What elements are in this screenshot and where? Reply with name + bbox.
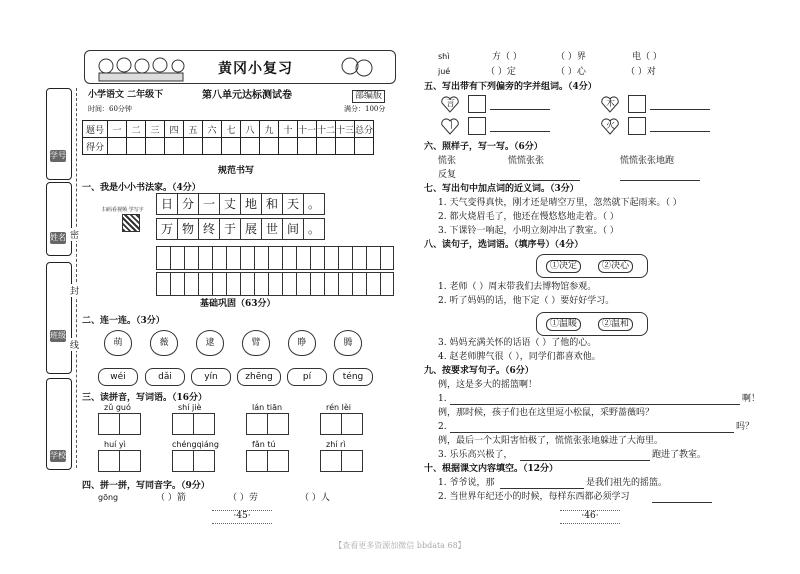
q10-item: 是我们祖先的摇篮。 — [586, 478, 668, 488]
q8-item: 3. 妈妈充满关怀的话语（ ）了他的心。 — [438, 338, 597, 348]
score-input-cell[interactable] — [222, 138, 241, 155]
pinyin-pill: dǎi — [145, 368, 185, 386]
calligraphy-char: 日 — [156, 193, 178, 215]
score-input-cell[interactable] — [355, 138, 374, 155]
question-9-title: 九、按要求写句子。（6分） — [424, 366, 534, 376]
footer-watermark: 【查看更多资源加微信 bbdata 68】 — [334, 541, 466, 550]
seal-mi: 密 — [70, 228, 79, 241]
radical-answer-box[interactable] — [468, 95, 486, 113]
q7-item: 1. 天气变得真快，刚才还是晴空万里，忽然就下起雨来。（ ） — [438, 198, 682, 208]
score-header-cell: 二 — [127, 121, 146, 138]
q4-blank[interactable]: （ ）劳 — [228, 493, 258, 503]
q9-answer-line[interactable] — [520, 460, 650, 461]
radical-answer-line[interactable] — [650, 131, 710, 132]
qr-caption: 扫码看视频 学写字 — [102, 207, 144, 213]
score-header-cell: 十一 — [298, 121, 317, 138]
q10-answer-line[interactable] — [500, 488, 584, 489]
name-box — [46, 182, 72, 256]
q9-answer-line[interactable] — [450, 404, 740, 405]
brand-logo: 黄冈小复习 — [218, 61, 293, 77]
q4-blank[interactable]: （ ）箭 — [156, 493, 186, 503]
q9-ending: 跑进了教室。 — [652, 450, 707, 460]
course-name: 小学语文 二年级下 — [88, 90, 164, 100]
fill-blank[interactable]: （ ）心 — [556, 67, 586, 77]
page-number-left: ·45· — [233, 511, 251, 521]
score-header-cell: 一 — [108, 121, 127, 138]
section-basic-title: 基础巩固（63分） — [200, 299, 276, 309]
pinyin-word: huí yì — [104, 440, 126, 449]
calligraphy-char: 物 — [177, 218, 199, 240]
calligraphy-char: 地 — [240, 193, 262, 215]
answer-boxes[interactable] — [172, 413, 214, 435]
q4-pinyin: gōng — [98, 493, 119, 502]
calligraphy-char: 。 — [303, 193, 325, 215]
class-box — [46, 262, 72, 374]
q6-example-word: 慌慌张张 — [508, 156, 545, 166]
answer-boxes[interactable] — [172, 450, 214, 472]
calligraphy-char: 。 — [303, 218, 325, 240]
question-2-title: 二、连一连。（3分） — [82, 316, 165, 326]
score-header-cell: 五 — [184, 121, 203, 138]
score-header-cell: 十 — [279, 121, 298, 138]
score-input-cell[interactable] — [260, 138, 279, 155]
practice-grid-1[interactable] — [156, 246, 394, 270]
school-label: 学校 — [50, 451, 66, 460]
shi-pinyin: shì — [438, 52, 450, 61]
answer-boxes[interactable] — [320, 450, 362, 472]
score-input-cell[interactable] — [298, 138, 317, 155]
calligraphy-char: 万 — [156, 218, 178, 240]
q9-num: 2. — [438, 422, 447, 432]
q9-ending: 吗？ — [736, 422, 755, 432]
q10-item: 1. 爷爷说，那 — [438, 478, 495, 488]
score-header-cell: 四 — [165, 121, 184, 138]
radical-answer-box[interactable] — [628, 95, 646, 113]
pinyin-word: chéngqiáng — [172, 440, 219, 449]
score-header-cell: 十三 — [336, 121, 355, 138]
calligraphy-char: 展 — [240, 218, 262, 240]
q9-example: 例，最后一个太阳害怕极了，慌慌张张地躲进了大海里。 — [438, 436, 664, 446]
score-header-cell: 九 — [260, 121, 279, 138]
score-input-cell[interactable] — [336, 138, 355, 155]
fill-blank[interactable]: 电（ ） — [632, 52, 662, 62]
score-table — [82, 120, 374, 155]
calligraphy-char: 丈 — [219, 193, 241, 215]
q8-item: 1. 老师（ ）周末带我们去博物馆参观。 — [438, 282, 597, 292]
calligraphy-char: 分 — [177, 193, 199, 215]
radical-answer-box[interactable] — [468, 117, 486, 135]
q8-item: 4. 赵老师脾气很（ ），同学们都喜欢他。 — [438, 352, 601, 362]
pinyin-pill: zhēng — [237, 368, 281, 386]
pinyin-pill: yín — [191, 368, 231, 386]
time-limit: 时间：60分钟 — [88, 105, 132, 113]
radical-answer-line[interactable] — [650, 109, 710, 110]
q7-item: 3. 下课铃一响起，小明立刻冲出了教室。（ ） — [438, 226, 619, 236]
score-row-label: 得分 — [83, 138, 108, 155]
apple-char: 逮 — [196, 330, 224, 356]
score-input-cell[interactable] — [184, 138, 203, 155]
question-6-title: 六、照样子，写一写。（6分） — [424, 142, 543, 152]
binding-line — [76, 88, 77, 468]
score-header-cell: 三 — [146, 121, 165, 138]
q8-option: ②温和 — [598, 318, 633, 331]
q7-item: 2. 都火烧眉毛了，他还在慢悠悠地走着。（ ） — [438, 212, 619, 222]
question-5-title: 五、写出带有下列偏旁的字并组词。（4分） — [424, 82, 597, 92]
score-input-cell[interactable] — [317, 138, 336, 155]
exam-title: 第八单元达标测试卷 — [202, 90, 292, 101]
q8-option: ②决心 — [598, 260, 633, 273]
question-10-title: 十、根据课文内容填空。（12分） — [424, 464, 559, 474]
score-header-cell: 六 — [203, 121, 222, 138]
question-1-title: 一、我是小小书法家。（4分） — [82, 183, 201, 193]
q6-example-word: 慌张 — [438, 156, 457, 166]
answer-boxes[interactable] — [246, 413, 288, 435]
score-input-cell[interactable] — [241, 138, 260, 155]
score-input-cell[interactable] — [165, 138, 184, 155]
score-header-cell: 七 — [222, 121, 241, 138]
practice-grid-2[interactable] — [156, 272, 394, 296]
score-header-cell: 八 — [241, 121, 260, 138]
fill-blank[interactable]: （ ）界 — [556, 52, 586, 62]
pinyin-word: fǎn tú — [252, 440, 276, 449]
section-writing-title: 规范书写 — [218, 166, 255, 176]
name-label: 姓名 — [50, 233, 66, 242]
fill-blank[interactable]: （ ）定 — [486, 67, 516, 77]
score-header-cell: 十二 — [317, 121, 336, 138]
fill-blank[interactable]: （ ）对 — [626, 67, 656, 77]
q9-ending: 啊！ — [742, 394, 761, 404]
kids-illustration — [96, 56, 186, 82]
answer-boxes[interactable] — [98, 450, 140, 472]
q9-num: 1. — [438, 394, 447, 404]
apple-char: 臂 — [242, 330, 270, 356]
q6-second-word: 反复 — [438, 170, 457, 180]
q9-example: 例，那时候，孩子们也在这里逗小松鼠，采野蔷薇吗？ — [438, 408, 655, 418]
pinyin-pill: téng — [333, 368, 373, 386]
score-input-cell[interactable] — [146, 138, 165, 155]
balloon-icon — [338, 56, 378, 86]
heart-radical-char: 木 — [606, 99, 616, 109]
q6-example-word: 慌慌张张地跑 — [620, 156, 675, 166]
calligraphy-char: 世 — [261, 218, 283, 240]
calligraphy-row-1 — [156, 193, 324, 215]
calligraphy-char: 天 — [282, 193, 304, 215]
fill-blank[interactable]: 方（ ） — [492, 52, 522, 62]
score-input-cell[interactable] — [108, 138, 127, 155]
question-8-title: 八、读句子，选词语。（填序号）（4分） — [424, 240, 584, 250]
question-7-title: 七、写出句中加点词的近义词。（3分） — [424, 184, 579, 194]
answer-boxes[interactable] — [98, 413, 140, 435]
q6-answer-line[interactable] — [620, 180, 700, 181]
qr-code-icon — [122, 214, 140, 232]
score-input-cell[interactable] — [127, 138, 146, 155]
heart-radical-char: 火 — [606, 121, 616, 131]
calligraphy-char: 和 — [261, 193, 283, 215]
q8-option: ①温暖 — [546, 318, 581, 331]
seal-feng: 封 — [70, 284, 79, 297]
q9-example: 例，这是多大的摇篮啊！ — [438, 380, 538, 390]
student-id-label: 学号 — [50, 151, 66, 160]
pinyin-word: shí jiè — [178, 403, 202, 412]
q6-answer-line[interactable] — [500, 180, 580, 181]
page-number-right: ·46· — [581, 511, 599, 521]
q8-option: ①决定 — [546, 260, 581, 273]
pinyin-word: lán tiān — [252, 403, 283, 412]
q9-answer-line[interactable] — [450, 432, 734, 433]
q4-blank[interactable]: （ ）人 — [300, 493, 330, 503]
q10-answer-line[interactable] — [652, 502, 712, 503]
score-header-cell: 题号 — [83, 121, 108, 138]
apple-char: 腾 — [334, 330, 362, 356]
answer-boxes[interactable] — [246, 450, 288, 472]
pinyin-pill: pí — [287, 368, 327, 386]
heart-radical-char: 言 — [446, 99, 456, 109]
apple-char: 薇 — [150, 330, 178, 356]
pinyin-pill: wéi — [98, 368, 138, 386]
apple-char: 萌 — [104, 330, 132, 356]
class-label: 班级 — [50, 331, 66, 340]
q8-item: 2. 听了妈妈的话，他下定（ ）要好好学习。 — [438, 296, 615, 306]
calligraphy-char: 间 — [282, 218, 304, 240]
calligraphy-row-2 — [156, 218, 324, 240]
radical-answer-line[interactable] — [490, 109, 550, 110]
radical-answer-box[interactable] — [628, 117, 646, 135]
pinyin-word: rén lèi — [326, 403, 352, 412]
edition-badge: 部编版 — [352, 90, 385, 103]
pinyin-word: zǔ guó — [104, 403, 131, 412]
score-input-cell[interactable] — [203, 138, 222, 155]
apple-char: 睁 — [288, 330, 316, 356]
answer-boxes[interactable] — [320, 413, 362, 435]
question-3-title: 三、读拼音，写词语。（16分） — [82, 393, 208, 403]
pinyin-word: zhí rì — [326, 440, 346, 449]
calligraphy-char: 于 — [219, 218, 241, 240]
score-header-cell: 总分 — [355, 121, 374, 138]
calligraphy-char: 终 — [198, 218, 220, 240]
heart-radical-char: 丨 — [447, 121, 457, 131]
jue-pinyin: jué — [438, 67, 451, 76]
radical-answer-line[interactable] — [490, 131, 550, 132]
student-id-box — [46, 88, 72, 180]
score-input-cell[interactable] — [279, 138, 298, 155]
seal-xian: 线 — [70, 338, 79, 351]
q9-item-3: 3. 乐乐高兴极了， — [438, 450, 513, 460]
full-score: 满分：100分 — [344, 105, 386, 113]
q10-item: 2. 当世界年纪还小的时候，每样东西都必须学习 — [438, 492, 630, 502]
question-4-title: 四、拼一拼，写同音字。（9分） — [82, 481, 210, 491]
calligraphy-char: 一 — [198, 193, 220, 215]
